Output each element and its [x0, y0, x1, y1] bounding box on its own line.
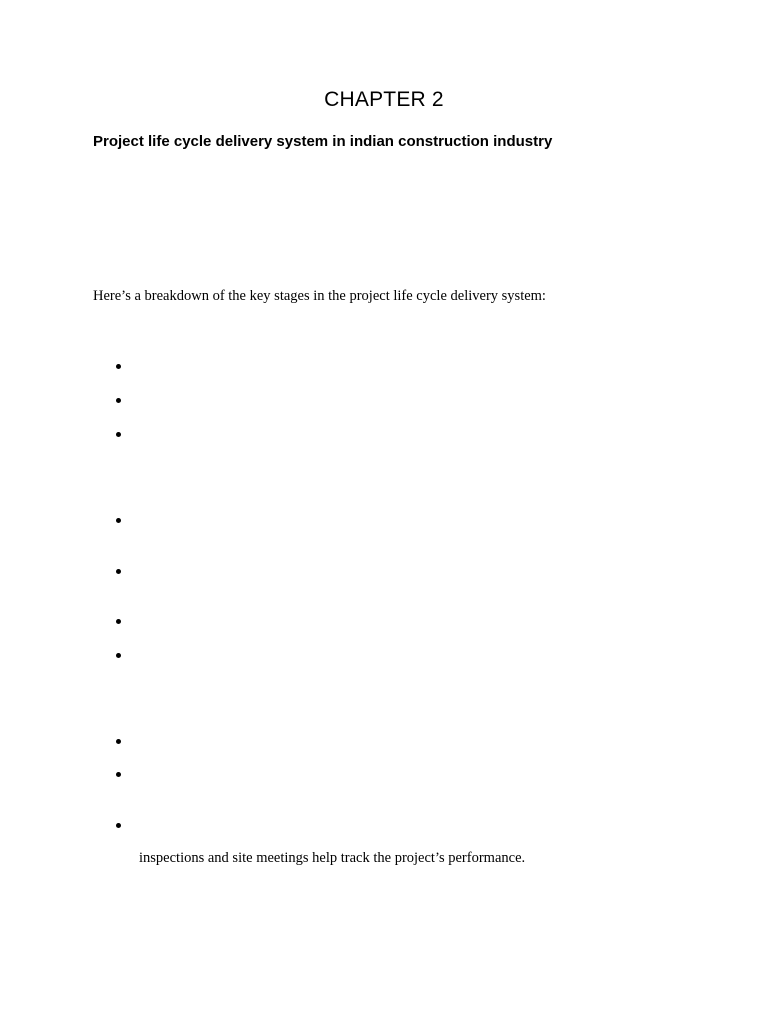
bullet-marker: [115, 651, 125, 661]
section-heading: Project life cycle delivery system in indian construction industry: [93, 133, 553, 150]
bullet-marker: [115, 617, 125, 627]
chapter-title: CHAPTER 2: [324, 88, 444, 111]
bullet-marker: [115, 770, 125, 780]
bullet-marker: [115, 737, 125, 747]
bullet-marker: [115, 516, 125, 526]
bullet-marker: [115, 430, 125, 440]
bullet-marker: [115, 396, 125, 406]
bullet-marker: [115, 567, 125, 577]
bullet-marker: [115, 821, 125, 831]
bullet-continuation-text: inspections and site meetings help track the project’s performance.: [139, 850, 526, 866]
intro-paragraph: Here’s a breakdown of the key stages in the project life cycle delivery system:: [93, 288, 546, 304]
bullet-marker: [115, 362, 125, 372]
